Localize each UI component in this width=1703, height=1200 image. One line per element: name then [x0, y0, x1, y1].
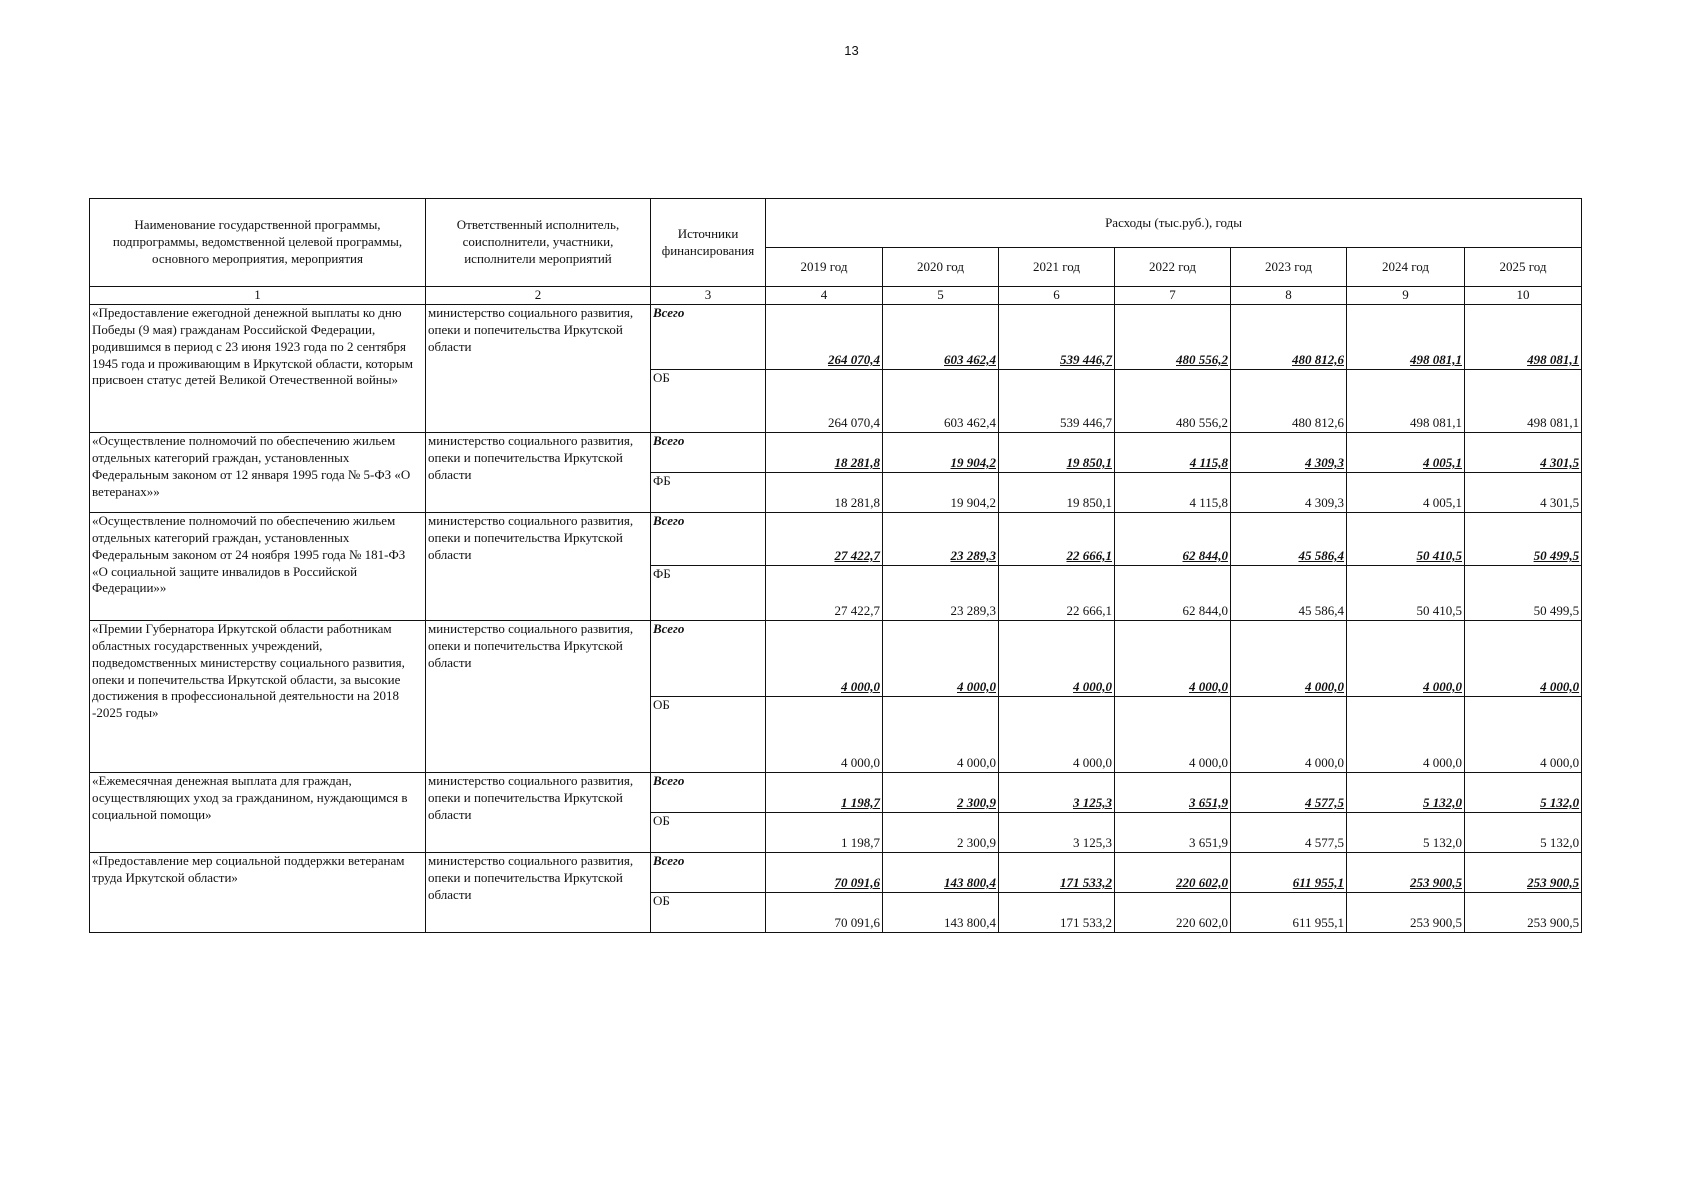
column-number-row	[90, 287, 1582, 305]
source-value: 253 900,5	[1465, 892, 1582, 932]
source-value: 4 005,1	[1347, 472, 1465, 512]
total-value: 4 000,0	[1347, 620, 1465, 696]
source-value: 4 301,5	[1465, 472, 1582, 512]
executor-name: министерство социального развития, опеки и попечительства Иркутской области	[426, 512, 651, 620]
source-value: 143 800,4	[883, 892, 999, 932]
source-total-label: Всего	[651, 772, 766, 812]
total-value: 5 132,0	[1465, 772, 1582, 812]
source-value: 498 081,1	[1465, 369, 1582, 432]
total-value: 4 301,5	[1465, 432, 1582, 472]
source-value: 2 300,9	[883, 812, 999, 852]
source-total-label: Всего	[651, 304, 766, 369]
year-header: 2024 год	[1347, 248, 1465, 287]
table-row	[90, 620, 1582, 696]
source-value: 3 125,3	[999, 812, 1115, 852]
program-name: «Осуществление полномочий по обеспечению жильем отдельных категорий граждан, установленных Федеральным законом от 24 ноября 1995 года № 181-ФЗ «О социальной защите инвалидов в Российской Федерации»»	[90, 512, 426, 620]
executor-name: министерство социального развития, опеки и попечительства Иркутской области	[426, 304, 651, 432]
column-number: 3	[651, 287, 766, 305]
total-value: 4 115,8	[1115, 432, 1231, 472]
total-value: 611 955,1	[1231, 852, 1347, 892]
total-value: 220 602,0	[1115, 852, 1231, 892]
table-row	[90, 772, 1582, 812]
total-value: 498 081,1	[1347, 304, 1465, 369]
source-label: ФБ	[651, 565, 766, 620]
source-value: 480 812,6	[1231, 369, 1347, 432]
year-header: 2022 год	[1115, 248, 1231, 287]
program-name: «Ежемесячная денежная выплата для граждан, осуществляющих уход за гражданином, нуждающимся в социальной помощи»	[90, 772, 426, 852]
total-value: 4 000,0	[883, 620, 999, 696]
total-value: 2 300,9	[883, 772, 999, 812]
total-value: 1 198,7	[766, 772, 883, 812]
source-label: ОБ	[651, 696, 766, 772]
column-number: 4	[766, 287, 883, 305]
source-value: 4 115,8	[1115, 472, 1231, 512]
total-value: 253 900,5	[1465, 852, 1582, 892]
expenses-header: Расходы (тыс.руб.), годы	[766, 199, 1582, 248]
program-header: Наименование государственной программы, подпрограммы, ведомственной целевой программы, основного мероприятия, мероприятия	[90, 199, 426, 287]
budget-table	[89, 198, 1582, 933]
year-header: 2020 год	[883, 248, 999, 287]
total-value: 45 586,4	[1231, 512, 1347, 565]
total-value: 4 000,0	[999, 620, 1115, 696]
total-value: 4 005,1	[1347, 432, 1465, 472]
column-number: 1	[90, 287, 426, 305]
total-value: 3 125,3	[999, 772, 1115, 812]
source-total-label: Всего	[651, 512, 766, 565]
program-name: «Предоставление ежегодной денежной выплаты ко дню Победы (9 мая) гражданам Российской Федерации, родившимся в период с 23 июня 1923 года по 2 сентября 1945 года и проживающим в Иркутской области, которым присвоен статус детей Великой Отечественной войны»	[90, 304, 426, 432]
column-number: 6	[999, 287, 1115, 305]
executor-name: министерство социального развития, опеки и попечительства Иркутской области	[426, 620, 651, 772]
table-row	[90, 432, 1582, 472]
source-value: 603 462,4	[883, 369, 999, 432]
total-value: 18 281,8	[766, 432, 883, 472]
program-name: «Осуществление полномочий по обеспечению жильем отдельных категорий граждан, установленных Федеральным законом от 12 января 1995 года № 5-ФЗ «О ветеранах»»	[90, 432, 426, 512]
column-number: 5	[883, 287, 999, 305]
executor-name: министерство социального развития, опеки и попечительства Иркутской области	[426, 852, 651, 932]
total-value: 4 577,5	[1231, 772, 1347, 812]
source-value: 4 000,0	[1115, 696, 1231, 772]
header-row	[90, 199, 1582, 248]
total-value: 480 812,6	[1231, 304, 1347, 369]
page-number: 13	[844, 43, 859, 58]
source-value: 70 091,6	[766, 892, 883, 932]
source-value: 5 132,0	[1347, 812, 1465, 852]
table-row	[90, 852, 1582, 892]
total-value: 603 462,4	[883, 304, 999, 369]
total-value: 50 410,5	[1347, 512, 1465, 565]
source-value: 4 000,0	[1347, 696, 1465, 772]
source-value: 253 900,5	[1347, 892, 1465, 932]
source-value: 498 081,1	[1347, 369, 1465, 432]
source-value: 611 955,1	[1231, 892, 1347, 932]
source-label: ОБ	[651, 812, 766, 852]
source-total-label: Всего	[651, 432, 766, 472]
source-value: 5 132,0	[1465, 812, 1582, 852]
source-value: 50 499,5	[1465, 565, 1582, 620]
source-value: 62 844,0	[1115, 565, 1231, 620]
source-value: 4 577,5	[1231, 812, 1347, 852]
source-value: 539 446,7	[999, 369, 1115, 432]
total-value: 4 309,3	[1231, 432, 1347, 472]
source-value: 4 000,0	[999, 696, 1115, 772]
total-value: 3 651,9	[1115, 772, 1231, 812]
source-value: 3 651,9	[1115, 812, 1231, 852]
source-total-label: Всего	[651, 852, 766, 892]
total-value: 4 000,0	[1465, 620, 1582, 696]
source-label: ОБ	[651, 892, 766, 932]
source-value: 23 289,3	[883, 565, 999, 620]
total-value: 253 900,5	[1347, 852, 1465, 892]
year-header: 2025 год	[1465, 248, 1582, 287]
total-value: 62 844,0	[1115, 512, 1231, 565]
source-value: 220 602,0	[1115, 892, 1231, 932]
source-total-label: Всего	[651, 620, 766, 696]
source-value: 27 422,7	[766, 565, 883, 620]
executor-header: Ответственный исполнитель, соисполнители, участники, исполнители мероприятий	[426, 199, 651, 287]
source-value: 4 309,3	[1231, 472, 1347, 512]
column-number: 10	[1465, 287, 1582, 305]
year-header: 2023 год	[1231, 248, 1347, 287]
year-header: 2019 год	[766, 248, 883, 287]
source-label: ФБ	[651, 472, 766, 512]
total-value: 480 556,2	[1115, 304, 1231, 369]
total-value: 143 800,4	[883, 852, 999, 892]
source-value: 1 198,7	[766, 812, 883, 852]
source-value: 22 666,1	[999, 565, 1115, 620]
source-value: 171 533,2	[999, 892, 1115, 932]
total-value: 4 000,0	[1115, 620, 1231, 696]
year-header: 2021 год	[999, 248, 1115, 287]
total-value: 70 091,6	[766, 852, 883, 892]
total-value: 5 132,0	[1347, 772, 1465, 812]
total-value: 498 081,1	[1465, 304, 1582, 369]
source-value: 19 850,1	[999, 472, 1115, 512]
program-name: «Предоставление мер социальной поддержки ветеранам труда Иркутской области»	[90, 852, 426, 932]
total-value: 22 666,1	[999, 512, 1115, 565]
source-value: 50 410,5	[1347, 565, 1465, 620]
total-value: 23 289,3	[883, 512, 999, 565]
total-value: 19 904,2	[883, 432, 999, 472]
total-value: 4 000,0	[766, 620, 883, 696]
column-number: 7	[1115, 287, 1231, 305]
executor-name: министерство социального развития, опеки и попечительства Иркутской области	[426, 432, 651, 512]
source-value: 19 904,2	[883, 472, 999, 512]
column-number: 2	[426, 287, 651, 305]
table-row	[90, 304, 1582, 369]
source-value: 264 070,4	[766, 369, 883, 432]
program-name: «Премии Губернатора Иркутской области работникам областных государственных учреждений, подведомственных министерству социального развития, опеки и попечительства Иркутской области, за высокие достижения в профессиональной деятельности на 2018 -2025 годы»	[90, 620, 426, 772]
source-value: 45 586,4	[1231, 565, 1347, 620]
source-value: 480 556,2	[1115, 369, 1231, 432]
executor-name: министерство социального развития, опеки и попечительства Иркутской области	[426, 772, 651, 852]
table-row	[90, 512, 1582, 565]
total-value: 4 000,0	[1231, 620, 1347, 696]
source-label: ОБ	[651, 369, 766, 432]
total-value: 27 422,7	[766, 512, 883, 565]
source-value: 4 000,0	[883, 696, 999, 772]
total-value: 539 446,7	[999, 304, 1115, 369]
total-value: 19 850,1	[999, 432, 1115, 472]
source-value: 18 281,8	[766, 472, 883, 512]
total-value: 171 533,2	[999, 852, 1115, 892]
total-value: 50 499,5	[1465, 512, 1582, 565]
source-header: Источники финансирования	[651, 199, 766, 287]
column-number: 8	[1231, 287, 1347, 305]
source-value: 4 000,0	[1465, 696, 1582, 772]
source-value: 4 000,0	[766, 696, 883, 772]
total-value: 264 070,4	[766, 304, 883, 369]
column-number: 9	[1347, 287, 1465, 305]
source-value: 4 000,0	[1231, 696, 1347, 772]
